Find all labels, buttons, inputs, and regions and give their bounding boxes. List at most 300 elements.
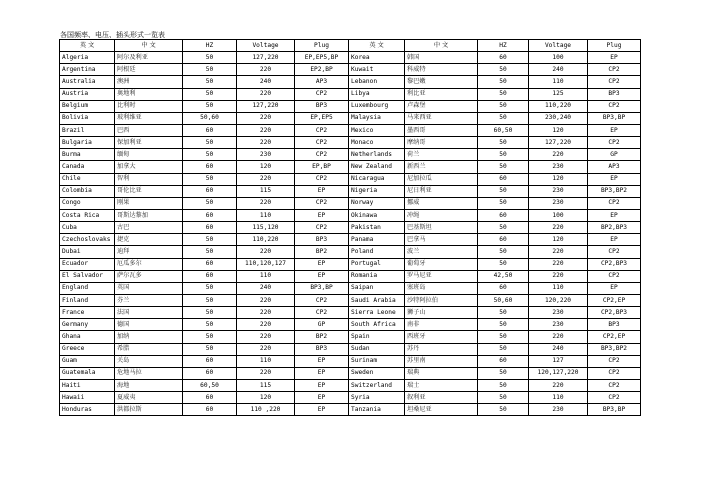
frequency-cell: 60 [478, 209, 529, 221]
frequency-cell: 50 [183, 64, 237, 76]
plug-type-cell: CP2 [295, 294, 349, 306]
table-row [60, 246, 641, 258]
country-cn-cell: 科威特 [405, 64, 478, 76]
country-cn-cell: 法国 [115, 307, 183, 319]
voltage-cell: 115 [237, 185, 295, 197]
country-cn-cell: 英国 [115, 282, 183, 294]
plug-type-cell: CP2 [295, 124, 349, 136]
header-plug-2: Plug [588, 40, 641, 52]
country-en-cell: Guatemala [60, 367, 115, 379]
frequency-cell: 50 [183, 100, 237, 112]
country-cn-cell: 尼加拉瓜 [405, 173, 478, 185]
country-en-cell: Okinawa [349, 209, 405, 221]
voltage-cell: 110 ,220 [237, 404, 295, 416]
frequency-cell: 60 [183, 392, 237, 404]
plug-type-cell: EP [295, 270, 349, 282]
plug-type-cell: CP2,EP [588, 331, 641, 343]
frequency-cell: 50 [478, 76, 529, 88]
frequency-cell: 50 [183, 76, 237, 88]
voltage-cell: 220 [529, 258, 588, 270]
table-row [60, 270, 641, 282]
voltage-cell: 127,220 [237, 100, 295, 112]
country-cn-cell: 保加利亚 [115, 137, 183, 149]
header-voltage: Voltage [237, 40, 295, 52]
voltage-cell: 110 [529, 392, 588, 404]
voltage-cell: 120 [237, 161, 295, 173]
voltage-cell: 240 [237, 76, 295, 88]
country-en-cell: Monaco [349, 137, 405, 149]
country-en-cell: Panama [349, 234, 405, 246]
frequency-cell: 50 [478, 222, 529, 234]
plug-type-cell: EP2,BP [295, 64, 349, 76]
country-en-cell: Finland [60, 294, 115, 306]
country-en-cell: Sweden [349, 367, 405, 379]
plug-type-cell: CP2,EP [588, 294, 641, 306]
header-english-name-2: 英 文 [349, 40, 405, 52]
country-cn-cell: 叙利亚 [405, 392, 478, 404]
frequency-cell: 60 [183, 124, 237, 136]
country-cn-cell: 西班牙 [405, 331, 478, 343]
country-cn-cell: 新西兰 [405, 161, 478, 173]
country-en-cell: Saudi Arabia [349, 294, 405, 306]
country-cn-cell: 瑞士 [405, 379, 478, 391]
country-en-cell: Korea [349, 52, 405, 64]
country-en-cell: Malaysia [349, 112, 405, 124]
country-cn-cell: 洪都拉斯 [115, 404, 183, 416]
table-row [60, 185, 641, 197]
country-en-cell: Ecuador [60, 258, 115, 270]
frequency-cell: 60 [478, 173, 529, 185]
plug-type-cell: CP2 [588, 246, 641, 258]
country-en-cell: Burma [60, 149, 115, 161]
country-cn-cell: 狮子山 [405, 307, 478, 319]
country-en-cell: Congo [60, 197, 115, 209]
plug-type-cell: BP2,BP3 [588, 222, 641, 234]
voltage-cell: 110,220 [529, 100, 588, 112]
country-cn-cell: 巴拿马 [405, 234, 478, 246]
plug-type-cell: CP2 [295, 307, 349, 319]
header-chinese-name-2: 中 文 [405, 40, 478, 52]
table-row [60, 319, 641, 331]
voltage-cell: 220 [237, 294, 295, 306]
frequency-cell: 50 [478, 197, 529, 209]
frequency-cell: 60 [183, 258, 237, 270]
country-en-cell: Luxembourg [349, 100, 405, 112]
plug-type-cell: CP2 [588, 379, 641, 391]
country-en-cell: Chile [60, 173, 115, 185]
country-en-cell: Dubai [60, 246, 115, 258]
country-en-cell: Portugal [349, 258, 405, 270]
country-cn-cell: 夏威夷 [115, 392, 183, 404]
frequency-cell: 50 [478, 392, 529, 404]
country-cn-cell: 巴西 [115, 124, 183, 136]
plug-type-cell: CP2 [295, 137, 349, 149]
table-row [60, 161, 641, 173]
frequency-cell: 50 [478, 137, 529, 149]
voltage-cell: 100 [529, 209, 588, 221]
voltage-cell: 120,220 [529, 294, 588, 306]
country-cn-cell: 古巴 [115, 222, 183, 234]
country-en-cell: Guam [60, 355, 115, 367]
voltage-cell: 220 [237, 319, 295, 331]
voltage-cell: 230 [529, 185, 588, 197]
frequency-cell: 60 [183, 222, 237, 234]
frequency-cell: 50 [183, 88, 237, 100]
country-cn-cell: 荷兰 [405, 149, 478, 161]
country-en-cell: Bulgaria [60, 137, 115, 149]
plug-type-cell: BP3 [295, 100, 349, 112]
voltage-cell: 230,240 [529, 112, 588, 124]
voltage-cell: 220 [529, 246, 588, 258]
country-cn-cell: 瑞典 [405, 367, 478, 379]
table-row [60, 112, 641, 124]
country-en-cell: Libya [349, 88, 405, 100]
frequency-cell: 60 [183, 270, 237, 282]
table-row [60, 355, 641, 367]
voltage-cell: 110 [529, 282, 588, 294]
country-en-cell: New Zealand [349, 161, 405, 173]
country-en-cell: Saipan [349, 282, 405, 294]
plug-type-cell: EP,EP5 [295, 112, 349, 124]
voltage-cell: 240 [529, 64, 588, 76]
voltage-cell: 110 [237, 355, 295, 367]
frequency-cell: 50 [478, 404, 529, 416]
voltage-cell: 220 [237, 112, 295, 124]
country-cn-cell: 捷克 [115, 234, 183, 246]
country-en-cell: Honduras [60, 404, 115, 416]
voltage-cell: 110 [237, 270, 295, 282]
country-cn-cell: 希腊 [115, 343, 183, 355]
page-title: 各国频率、电压、插头形式一览表 [60, 31, 165, 39]
table-row [60, 64, 641, 76]
frequency-cell: 60 [183, 209, 237, 221]
voltage-cell: 220 [237, 343, 295, 355]
country-cn-cell: 利比亚 [405, 88, 478, 100]
country-en-cell: England [60, 282, 115, 294]
country-cn-cell: 加拿大 [115, 161, 183, 173]
voltage-cell: 110,120,127 [237, 258, 295, 270]
voltage-cell: 127,220 [237, 52, 295, 64]
voltage-cell: 220 [237, 124, 295, 136]
voltage-cell: 230 [529, 161, 588, 173]
country-en-cell: Nigeria [349, 185, 405, 197]
frequency-cell: 50 [478, 343, 529, 355]
country-en-cell: Tanzania [349, 404, 405, 416]
voltage-cell: 240 [529, 343, 588, 355]
table-row [60, 282, 641, 294]
frequency-cell: 50 [183, 282, 237, 294]
plug-type-cell: EP [295, 404, 349, 416]
country-cn-cell: 卢森堡 [405, 100, 478, 112]
country-cn-cell: 迪拜 [115, 246, 183, 258]
country-cn-cell: 苏丹 [405, 343, 478, 355]
voltage-cell: 110 [237, 209, 295, 221]
country-cn-cell: 芬兰 [115, 294, 183, 306]
country-en-cell: Colombia [60, 185, 115, 197]
country-cn-cell: 玻利维亚 [115, 112, 183, 124]
plug-type-cell: EP [295, 209, 349, 221]
voltage-cell: 115 [237, 379, 295, 391]
country-en-cell: Bolivia [60, 112, 115, 124]
frequency-cell: 50 [478, 331, 529, 343]
frequency-cell: 60 [478, 282, 529, 294]
plug-type-cell: GP [295, 319, 349, 331]
country-en-cell: Greece [60, 343, 115, 355]
frequency-cell: 50 [478, 112, 529, 124]
country-en-cell: Australia [60, 76, 115, 88]
plug-type-cell: BP3 [588, 319, 641, 331]
voltage-cell: 220 [237, 64, 295, 76]
header-hz: HZ [183, 40, 237, 52]
table-row [60, 331, 641, 343]
frequency-cell: 50 [478, 307, 529, 319]
voltage-cell: 220 [237, 367, 295, 379]
table-row [60, 222, 641, 234]
country-en-cell: Switzerland [349, 379, 405, 391]
frequency-cell: 50 [478, 100, 529, 112]
plug-type-cell: CP2 [588, 367, 641, 379]
plug-type-cell: BP2 [295, 246, 349, 258]
table-row [60, 392, 641, 404]
voltage-cell: 120 [529, 124, 588, 136]
frequency-cell: 50,60 [478, 294, 529, 306]
country-cn-cell: 巴基斯坦 [405, 222, 478, 234]
plug-type-cell: EP [295, 379, 349, 391]
country-en-cell: Ghana [60, 331, 115, 343]
plug-type-cell: AP3 [588, 161, 641, 173]
voltage-cell: 220 [529, 222, 588, 234]
frequency-cell: 50 [183, 149, 237, 161]
plug-type-cell: CP2,BP3 [588, 258, 641, 270]
table-row [60, 379, 641, 391]
country-en-cell: Romania [349, 270, 405, 282]
country-en-cell: Sudan [349, 343, 405, 355]
voltage-cell: 220 [529, 149, 588, 161]
plug-type-cell: CP2 [295, 173, 349, 185]
country-en-cell: Pakistan [349, 222, 405, 234]
country-cn-cell: 加纳 [115, 331, 183, 343]
plug-type-cell: EP,EP5,BP [295, 52, 349, 64]
frequency-cell: 50 [183, 331, 237, 343]
plug-type-cell: EP [295, 367, 349, 379]
voltage-cell: 115,120 [237, 222, 295, 234]
plug-type-cell: BP3 [295, 234, 349, 246]
frequency-cell: 50 [478, 149, 529, 161]
country-electric-table [59, 39, 641, 416]
table-row [60, 88, 641, 100]
country-cn-cell: 苏里南 [405, 355, 478, 367]
voltage-cell: 120 [237, 392, 295, 404]
plug-type-cell: CP2 [588, 270, 641, 282]
header-row [60, 40, 641, 52]
voltage-cell: 120,127,220 [529, 367, 588, 379]
voltage-cell: 230 [529, 197, 588, 209]
country-cn-cell: 比利时 [115, 100, 183, 112]
country-cn-cell: 黎巴嫩 [405, 76, 478, 88]
country-cn-cell: 波兰 [405, 246, 478, 258]
plug-type-cell: CP2 [588, 64, 641, 76]
table-row [60, 307, 641, 319]
frequency-cell: 50 [183, 197, 237, 209]
plug-type-cell: BP3,BP [588, 404, 641, 416]
voltage-cell: 230 [529, 319, 588, 331]
header-plug: Plug [295, 40, 349, 52]
plug-type-cell: CP2 [588, 137, 641, 149]
country-en-cell: Netherlands [349, 149, 405, 161]
country-en-cell: Haiti [60, 379, 115, 391]
plug-type-cell: BP3,BP2 [588, 185, 641, 197]
plug-type-cell: BP3,BP2 [588, 343, 641, 355]
table-row [60, 258, 641, 270]
frequency-cell: 50 [183, 173, 237, 185]
frequency-cell: 50 [183, 52, 237, 64]
country-cn-cell: 塞班岛 [405, 282, 478, 294]
country-en-cell: Hawaii [60, 392, 115, 404]
country-cn-cell: 德国 [115, 319, 183, 331]
table-row [60, 294, 641, 306]
country-cn-cell: 韩国 [405, 52, 478, 64]
voltage-cell: 220 [529, 379, 588, 391]
voltage-cell: 220 [529, 331, 588, 343]
country-cn-cell: 挪威 [405, 197, 478, 209]
table-row [60, 100, 641, 112]
frequency-cell: 50 [183, 343, 237, 355]
voltage-cell: 100 [529, 52, 588, 64]
country-en-cell: Costa Rica [60, 209, 115, 221]
country-en-cell: Norway [349, 197, 405, 209]
country-cn-cell: 摩纳哥 [405, 137, 478, 149]
country-cn-cell: 沙特阿拉伯 [405, 294, 478, 306]
table-row [60, 124, 641, 136]
country-en-cell: Cuba [60, 222, 115, 234]
country-cn-cell: 马来西亚 [405, 112, 478, 124]
header-voltage-2: Voltage [529, 40, 588, 52]
frequency-cell: 50,60 [183, 112, 237, 124]
country-cn-cell: 危地马拉 [115, 367, 183, 379]
plug-type-cell: EP,BP [295, 161, 349, 173]
frequency-cell: 50 [183, 234, 237, 246]
country-en-cell: Czechoslovaks [60, 234, 115, 246]
voltage-cell: 120 [529, 173, 588, 185]
country-en-cell: El Salvador [60, 270, 115, 282]
country-en-cell: Surinam [349, 355, 405, 367]
country-en-cell: Syria [349, 392, 405, 404]
plug-type-cell: CP2 [588, 76, 641, 88]
country-en-cell: Argentina [60, 64, 115, 76]
frequency-cell: 50 [183, 246, 237, 258]
plug-type-cell: CP2 [295, 149, 349, 161]
plug-type-cell: BP2 [295, 331, 349, 343]
plug-type-cell: EP [295, 258, 349, 270]
voltage-cell: 120 [529, 234, 588, 246]
voltage-cell: 220 [237, 173, 295, 185]
plug-type-cell: CP2 [295, 197, 349, 209]
frequency-cell: 50 [478, 161, 529, 173]
frequency-cell: 50 [478, 379, 529, 391]
country-cn-cell: 缅甸 [115, 149, 183, 161]
plug-type-cell: CP2 [588, 197, 641, 209]
plug-type-cell: CP2 [588, 392, 641, 404]
country-cn-cell: 刚果 [115, 197, 183, 209]
voltage-cell: 220 [529, 270, 588, 282]
plug-type-cell: CP2 [588, 100, 641, 112]
voltage-cell: 110 [529, 76, 588, 88]
voltage-cell: 220 [237, 88, 295, 100]
country-cn-cell: 坦桑尼亚 [405, 404, 478, 416]
plug-type-cell: EP [588, 282, 641, 294]
frequency-cell: 60 [478, 234, 529, 246]
plug-type-cell: GP [588, 149, 641, 161]
table-row [60, 137, 641, 149]
country-en-cell: Spain [349, 331, 405, 343]
table-row [60, 52, 641, 64]
frequency-cell: 50 [183, 294, 237, 306]
table-row [60, 173, 641, 185]
frequency-cell: 60 [183, 367, 237, 379]
plug-type-cell: EP [588, 234, 641, 246]
country-en-cell: Nicaragua [349, 173, 405, 185]
country-cn-cell: 罗马尼亚 [405, 270, 478, 282]
frequency-cell: 50 [478, 185, 529, 197]
country-en-cell: Austria [60, 88, 115, 100]
frequency-cell: 42,50 [478, 270, 529, 282]
country-cn-cell: 葡萄牙 [405, 258, 478, 270]
country-cn-cell: 阿尔及利亚 [115, 52, 183, 64]
country-cn-cell: 澳洲 [115, 76, 183, 88]
table-row [60, 404, 641, 416]
country-en-cell: Poland [349, 246, 405, 258]
frequency-cell: 60 [478, 355, 529, 367]
country-cn-cell: 关岛 [115, 355, 183, 367]
country-cn-cell: 奥地利 [115, 88, 183, 100]
plug-type-cell: EP [588, 52, 641, 64]
plug-type-cell: EP [295, 185, 349, 197]
frequency-cell: 50 [478, 246, 529, 258]
voltage-cell: 220 [237, 331, 295, 343]
country-en-cell: Kuwait [349, 64, 405, 76]
table-row [60, 209, 641, 221]
plug-type-cell: CP2 [295, 222, 349, 234]
plug-type-cell: BP3 [588, 88, 641, 100]
header-chinese-name: 中 文 [115, 40, 183, 52]
table-row [60, 76, 641, 88]
country-en-cell: Germany [60, 319, 115, 331]
voltage-cell: 220 [237, 137, 295, 149]
plug-type-cell: EP [588, 209, 641, 221]
header-hz-2: HZ [478, 40, 529, 52]
table-row [60, 343, 641, 355]
plug-type-cell: EP [588, 173, 641, 185]
frequency-cell: 60 [183, 185, 237, 197]
voltage-cell: 220 [237, 246, 295, 258]
frequency-cell: 50 [478, 319, 529, 331]
voltage-cell: 230 [529, 307, 588, 319]
frequency-cell: 50 [478, 88, 529, 100]
frequency-cell: 50 [478, 64, 529, 76]
country-cn-cell: 尼日利亚 [405, 185, 478, 197]
plug-type-cell: EP [295, 355, 349, 367]
plug-type-cell: EP [588, 124, 641, 136]
country-cn-cell: 萨尔瓦多 [115, 270, 183, 282]
voltage-cell: 110,220 [237, 234, 295, 246]
voltage-cell: 220 [237, 197, 295, 209]
country-cn-cell: 海地 [115, 379, 183, 391]
country-en-cell: South Africa [349, 319, 405, 331]
country-en-cell: Canada [60, 161, 115, 173]
plug-type-cell: BP3 [295, 343, 349, 355]
voltage-cell: 230 [529, 404, 588, 416]
voltage-cell: 127,220 [529, 137, 588, 149]
